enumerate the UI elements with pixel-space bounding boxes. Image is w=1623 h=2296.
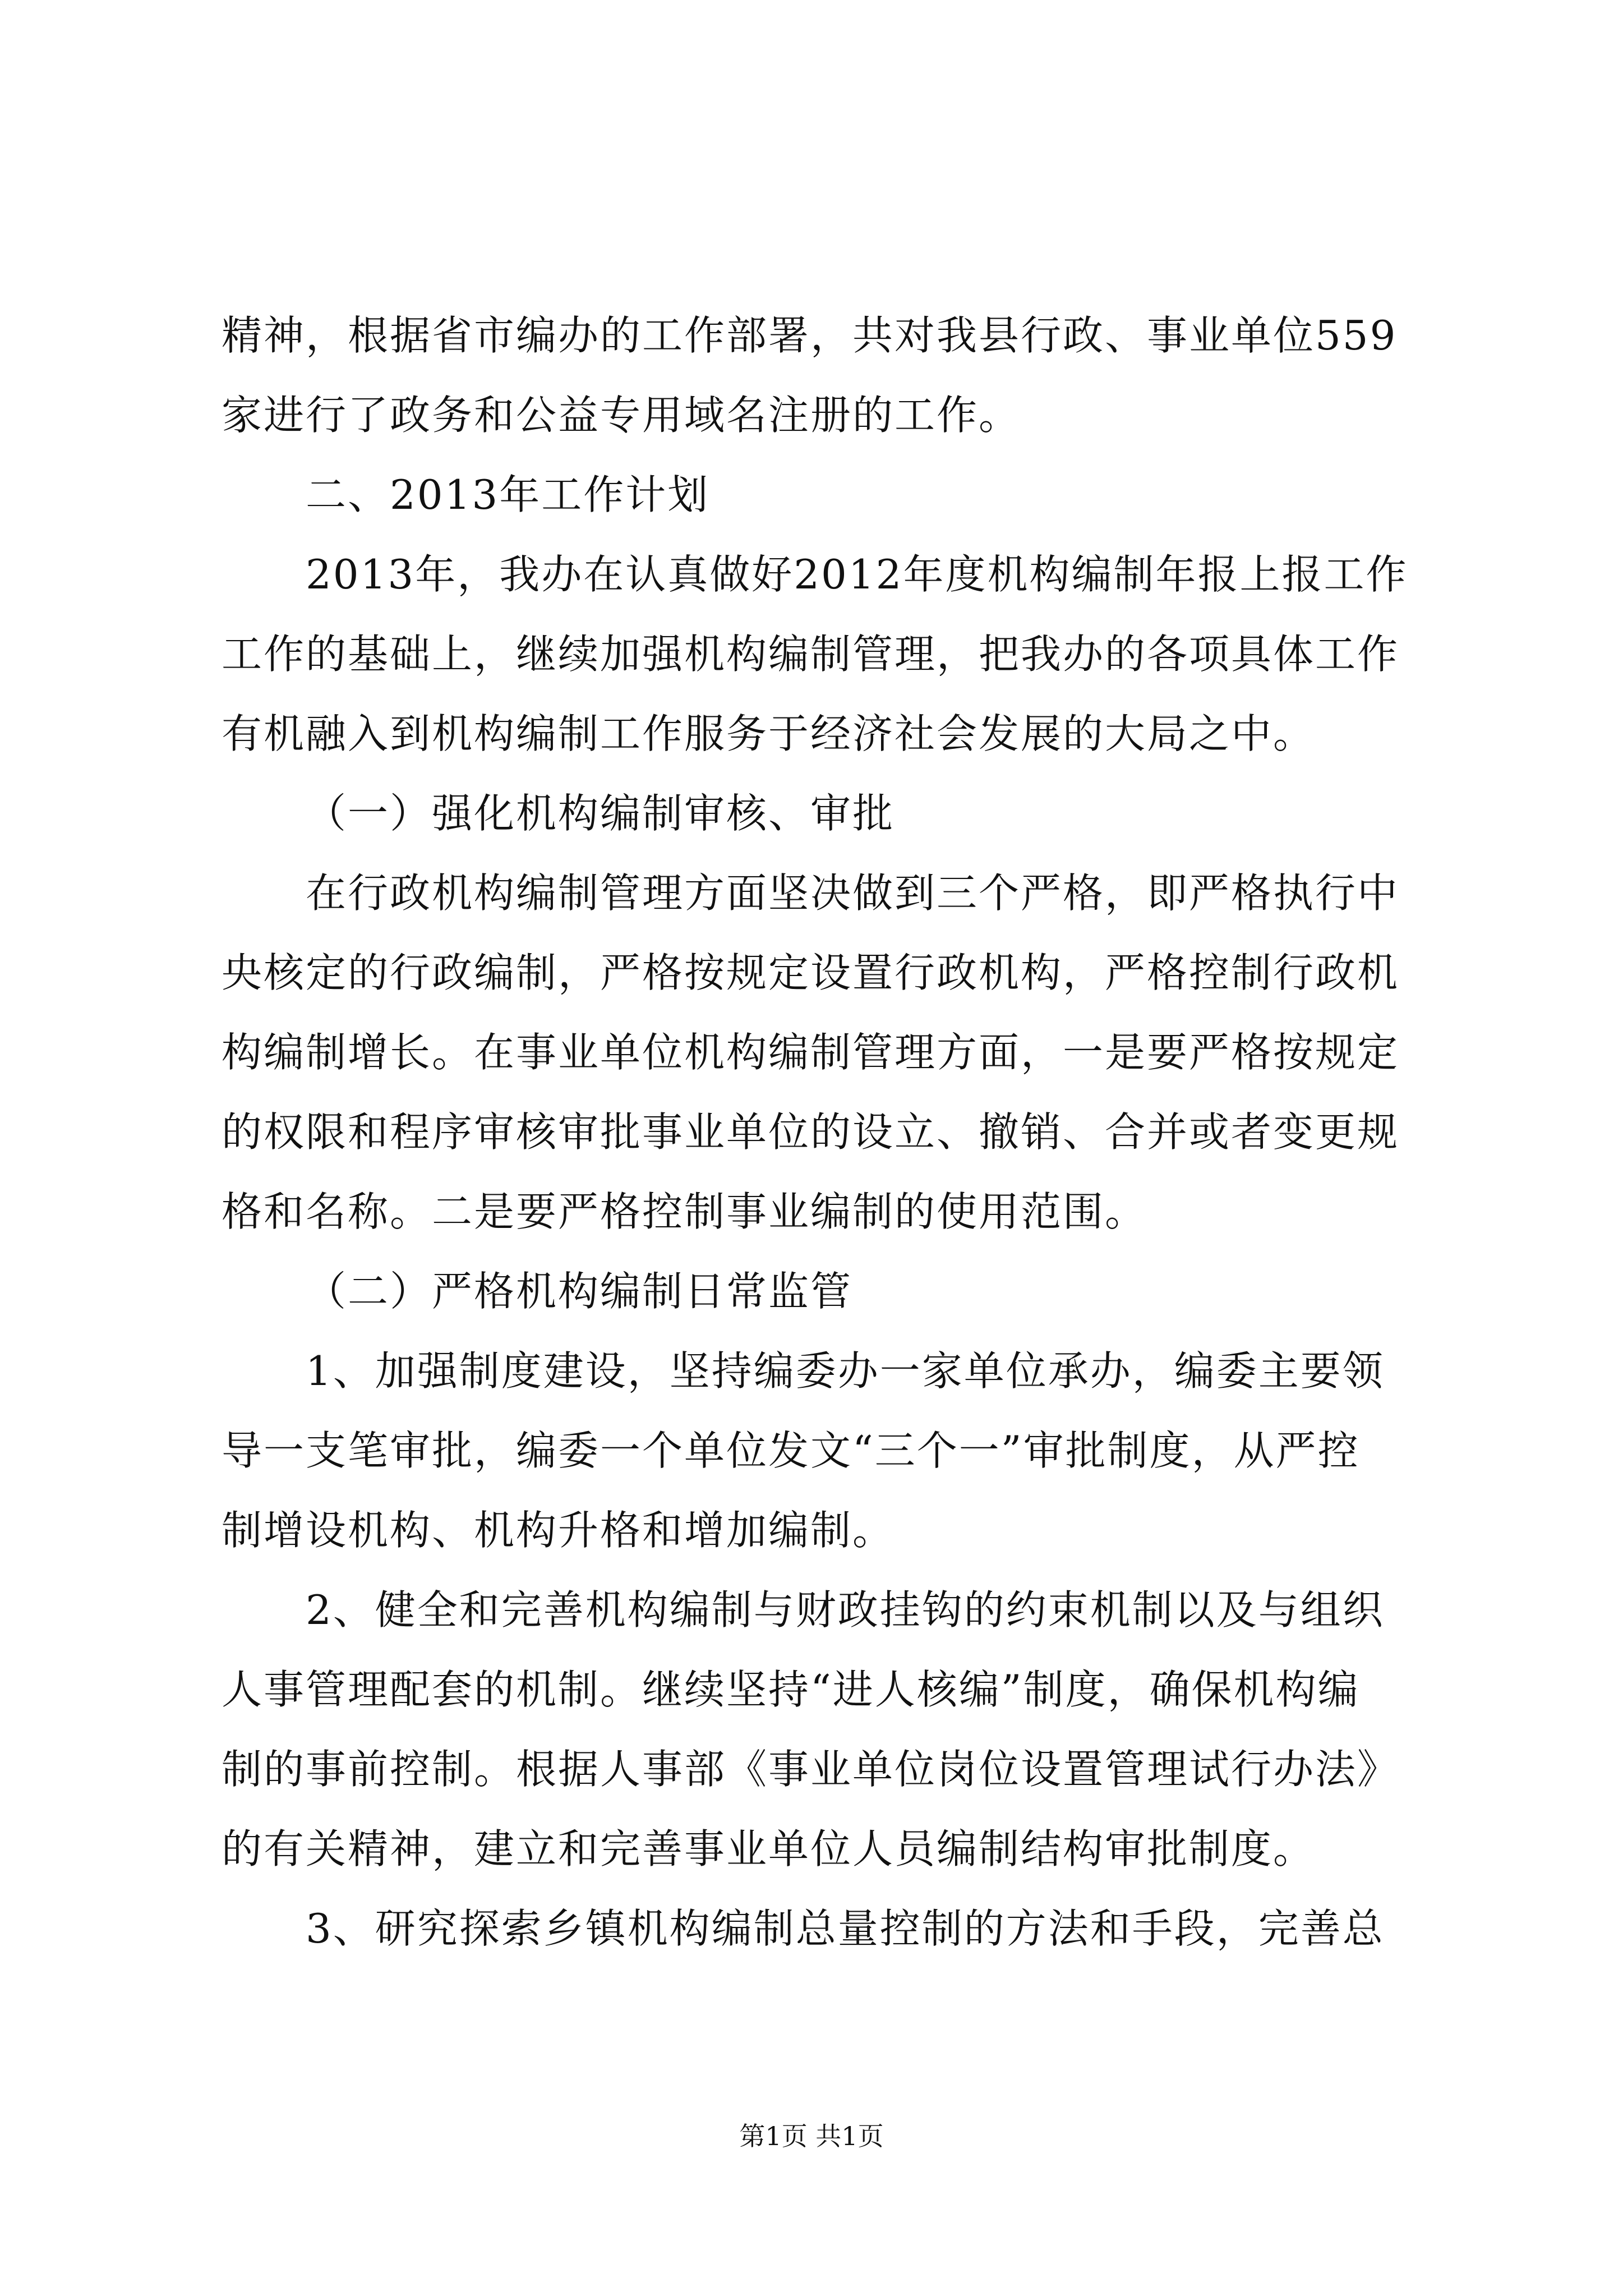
subsection-heading: （一）强化机构编制审核、审批: [306, 790, 895, 837]
body-text-line: 1、加强制度建设，坚持编委办一家单位承办，编委主要领: [306, 1347, 1385, 1395]
body-text-line: 构编制增长。在事业单位机构编制管理方面，一是要严格按规定: [222, 1029, 1400, 1076]
body-text-line: 在行政机构编制管理方面坚决做到三个严格，即严格执行中: [306, 869, 1400, 917]
body-text-line: 2、健全和完善机构编制与财政挂钩的约束机制以及与组织: [306, 1586, 1385, 1634]
body-text-line: 制增设机构、机构升格和增加编制。: [222, 1507, 895, 1554]
body-text-line: 格和名称。二是要严格控制事业编制的使用范围。: [222, 1188, 1147, 1235]
body-text-line: 的有关精神，建立和完善事业单位人员编制结构审批制度。: [222, 1825, 1316, 1872]
body-text-line: 有机融入到机构编制工作服务于经济社会发展的大局之中。: [222, 710, 1316, 757]
body-text-line: 家进行了政务和公益专用域名注册的工作。: [222, 392, 1021, 439]
body-text-line: 人事管理配套的机制。继续坚持“进人核编”制度，确保机构编: [222, 1666, 1360, 1713]
body-text-line: 精神，根据省市编办的工作部署，共对我县行政、事业单位559: [222, 312, 1398, 359]
page-footer: 第1页 共1页: [739, 2121, 884, 2151]
body-text-line: 工作的基础上，继续加强机构编制管理，把我办的各项具体工作: [222, 631, 1400, 678]
section-heading: 二、2013年工作计划: [306, 471, 710, 518]
body-text-line: 央核定的行政编制，严格按规定设置行政机构，严格控制行政机: [222, 949, 1400, 996]
body-text-line: 制的事前控制。根据人事部《事业单位岗位设置管理试行办法》: [222, 1746, 1400, 1793]
subsection-heading: （二）严格机构编制日常监管: [306, 1268, 853, 1315]
body-text-line: 2013年，我办在认真做好2012年度机构编制年报上报工作: [306, 551, 1408, 598]
body-text-line: 3、研究探索乡镇机构编制总量控制的方法和手段，完善总: [306, 1905, 1385, 1952]
body-text-line: 的权限和程序审核审批事业单位的设立、撤销、合并或者变更规: [222, 1108, 1400, 1156]
body-text-line: 导一支笔审批，编委一个单位发文“三个一”审批制度，从严控: [222, 1427, 1360, 1474]
